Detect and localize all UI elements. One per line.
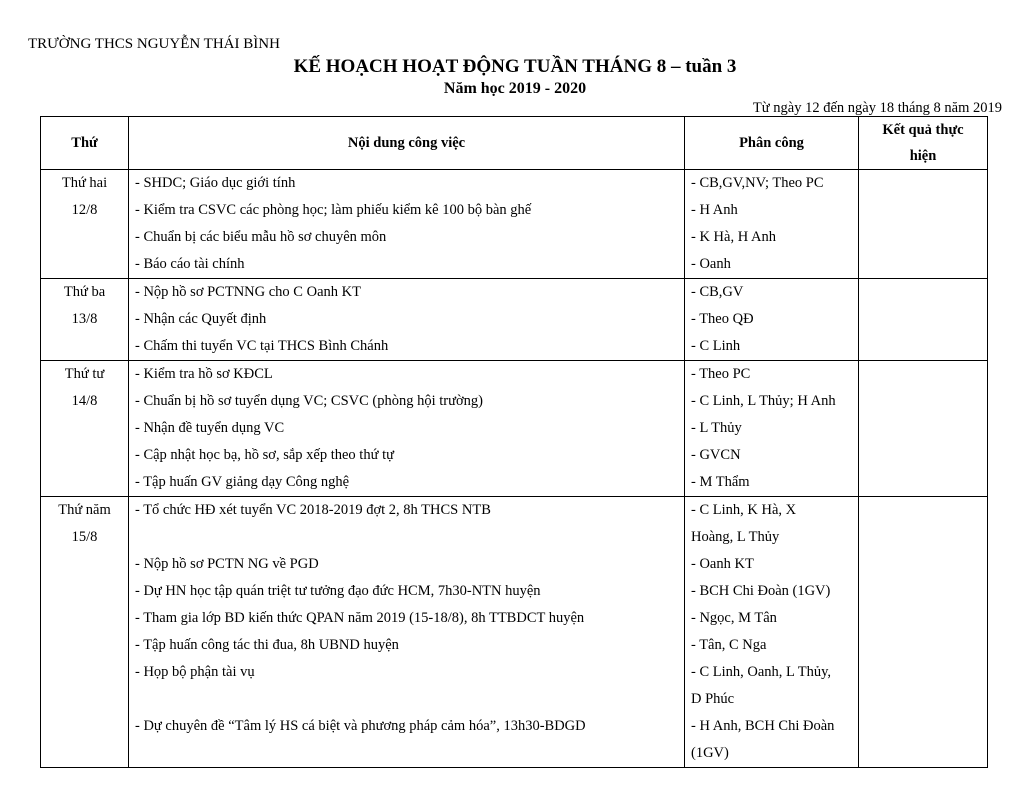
- day-cell: [41, 170, 129, 279]
- day-date: 15/8: [71, 529, 98, 545]
- tasks-cell: [129, 497, 685, 768]
- assign-line: - Tân, C Nga: [691, 637, 767, 653]
- table-row: [41, 361, 988, 497]
- task-line: - Họp bộ phận tài vụ: [135, 664, 255, 680]
- page-title: KẾ HOẠCH HOẠT ĐỘNG TUẦN THÁNG 8 – tuần 3: [293, 56, 737, 77]
- date-range: Từ ngày 12 đến ngày 18 tháng 8 năm 2019: [752, 100, 1002, 116]
- assign-line: - Oanh KT: [691, 556, 754, 572]
- assign-line: - Theo PC: [691, 366, 751, 382]
- assign-line: - Theo QĐ: [691, 311, 754, 327]
- assign-line: - Ngọc, M Tân: [691, 610, 777, 626]
- assign-line: - K Hà, H Anh: [691, 229, 776, 245]
- assign-cell: [685, 497, 859, 768]
- assign-line: - L Thủy: [691, 420, 742, 436]
- assign-line: Hoàng, L Thủy: [691, 529, 780, 545]
- day-date: 12/8: [71, 202, 98, 218]
- task-line: - Chuẩn bị các biểu mẫu hồ sơ chuyên môn: [135, 229, 387, 245]
- column-header-content: Nội dung công việc: [129, 117, 685, 170]
- tasks-cell: [129, 279, 685, 361]
- day-name: Thứ hai: [61, 175, 108, 191]
- task-line: - Dự HN học tập quán triệt tư tưởng đạo đức HCM, 7h30-NTN huyện: [135, 583, 541, 599]
- task-line-spacer: [129, 740, 684, 767]
- column-header-assign: Phân công: [685, 117, 859, 170]
- assign-cell: [685, 361, 859, 497]
- assign-line: - CB,GV: [691, 284, 744, 300]
- task-line: - Dự chuyên đề “Tâm lý HS cá biệt và phương pháp cảm hóa”, 13h30-BDGD: [135, 718, 586, 734]
- assign-line: - C Linh: [691, 338, 741, 354]
- assign-line: (1GV): [691, 745, 729, 761]
- assign-cell: [685, 170, 859, 279]
- assign-line: - H Anh, BCH Chi Đoàn: [691, 718, 835, 734]
- school-year: Năm học 2019 - 2020: [443, 80, 587, 97]
- weekly-plan-table: [40, 116, 988, 768]
- day-date: 14/8: [71, 393, 98, 409]
- assign-line: - CB,GV,NV; Theo PC: [691, 175, 824, 191]
- assign-line: - BCH Chi Đoàn (1GV): [691, 583, 831, 599]
- task-line: - SHDC; Giáo dục giới tính: [135, 175, 296, 191]
- table-row: [41, 279, 988, 361]
- assign-line: - C Linh, Oanh, L Thủy,: [691, 664, 832, 680]
- task-line: - Tổ chức HĐ xét tuyển VC 2018-2019 đợt 2, 8h THCS NTB: [135, 502, 491, 518]
- assign-cell: [685, 279, 859, 361]
- table-header-row: [41, 117, 988, 170]
- task-line: - Báo cáo tài chính: [135, 256, 245, 272]
- column-header-day: Thứ: [41, 117, 129, 170]
- task-line: - Chấm thi tuyển VC tại THCS Bình Chánh: [135, 338, 389, 354]
- assign-line: - M Thẩm: [691, 474, 750, 490]
- task-line-spacer: [129, 524, 684, 551]
- column-header-result-line1: Kết quả thực: [882, 122, 964, 138]
- result-cell: [859, 170, 988, 279]
- day-name: Thứ tư: [64, 366, 105, 382]
- school-name: TRƯỜNG THCS NGUYỄN THÁI BÌNH: [28, 36, 280, 52]
- task-line: - Cập nhật học bạ, hồ sơ, sắp xếp theo thứ tự: [135, 447, 394, 463]
- result-cell: [859, 361, 988, 497]
- column-header-result: [859, 117, 988, 170]
- assign-line: - C Linh, L Thủy; H Anh: [691, 393, 836, 409]
- task-line: - Kiểm tra CSVC các phòng học; làm phiếu kiểm kê 100 bộ bàn ghế: [135, 202, 532, 218]
- task-line: - Kiểm tra hồ sơ KĐCL: [135, 366, 273, 382]
- task-line: - Nhận các Quyết định: [135, 311, 267, 327]
- day-cell: [41, 361, 129, 497]
- day-name: Thứ năm: [58, 502, 111, 518]
- column-header-result-line2: hiện: [909, 148, 937, 164]
- assign-line: - C Linh, K Hà, X: [691, 502, 797, 518]
- table-row: [41, 497, 988, 768]
- task-line: - Nộp hồ sơ PCTN NG về PGD: [135, 556, 319, 572]
- day-cell: [41, 279, 129, 361]
- task-line: - Tập huấn công tác thi đua, 8h UBND huyện: [135, 637, 399, 653]
- assign-line: - Oanh: [691, 256, 731, 272]
- assign-line: - GVCN: [691, 447, 741, 463]
- result-cell: [859, 497, 988, 768]
- day-cell: [41, 497, 129, 768]
- task-line: - Chuẩn bị hồ sơ tuyển dụng VC; CSVC (phòng hội trường): [135, 393, 483, 409]
- task-line: - Tập huấn GV giảng dạy Công nghệ: [135, 474, 350, 490]
- task-line: - Nhận đề tuyển dụng VC: [135, 420, 285, 436]
- assign-line: D Phúc: [691, 691, 735, 707]
- tasks-cell: [129, 361, 685, 497]
- task-line-spacer: [129, 686, 684, 713]
- table-row: [41, 170, 988, 279]
- day-name: Thứ ba: [63, 284, 106, 300]
- tasks-cell: [129, 170, 685, 279]
- task-line: - Nộp hồ sơ PCTNNG cho C Oanh KT: [135, 284, 361, 300]
- day-date: 13/8: [71, 311, 98, 327]
- task-line: - Tham gia lớp BD kiến thức QPAN năm 2019 (15-18/8), 8h TTBDCT huyện: [135, 610, 585, 626]
- assign-line: - H Anh: [691, 202, 738, 218]
- result-cell: [859, 279, 988, 361]
